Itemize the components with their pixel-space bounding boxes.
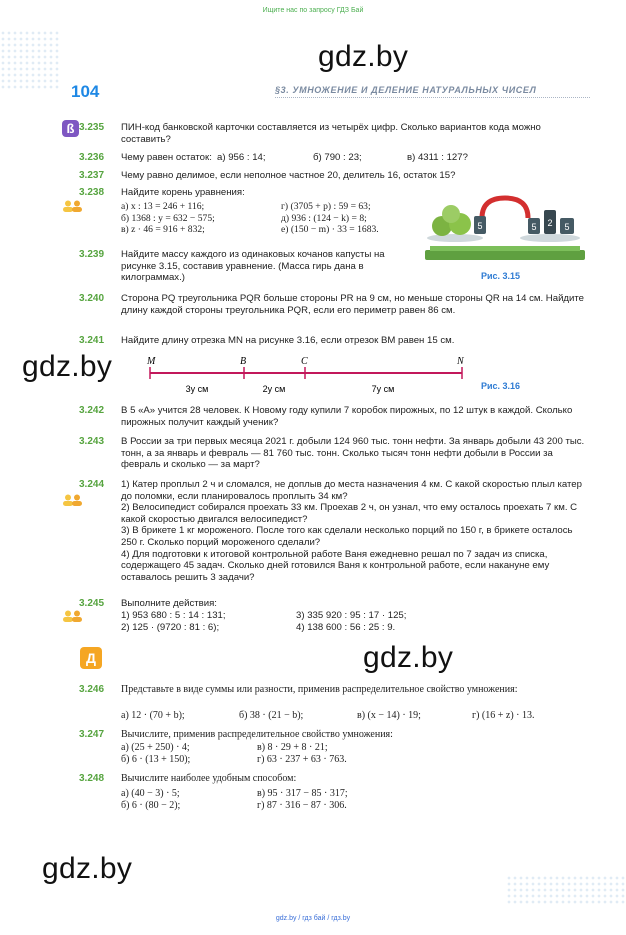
point-label: N <box>457 356 464 367</box>
problem-number: 3.235 <box>79 122 105 133</box>
problem-text: В России за три первых месяца 2021 г. добыли 124 960 тыс. тонн нефти. За январь добыли 43 200 тыс. тонн, а за январь и февраль — 81 760 тыс. тонн. Сколько тысяч тонн нефти добыли в России за февраль и сколько — за март? <box>121 436 585 471</box>
segment-label: 2y см <box>262 384 286 394</box>
problem-number: 3.239 <box>79 249 105 260</box>
equation-item: б) 1368 : y = 632 − 575; <box>121 212 215 224</box>
figure-caption: Рис. 3.15 <box>481 271 521 281</box>
expression-item: 2) 125 · (9720 : 81 : 6); <box>121 621 220 633</box>
expression-item: г) (16 + z) · 13. <box>472 710 535 721</box>
list-item: 3) В брикете 1 кг мороженого. После того как сделали несколько порций по 150 г, в брикете осталось 250 г. Сколько порций мороженого сделали? <box>121 525 573 548</box>
problem-number: 3.244 <box>79 479 105 490</box>
problem-intro: Чему равен остаток: <box>121 152 212 163</box>
problem-text: Чему равно делимое, если неполное частное 20, делитель 16, остаток 15? <box>121 170 456 181</box>
problem-number: 3.236 <box>79 152 105 163</box>
problem-number: 3.242 <box>79 405 105 416</box>
problem-text: ПИН-код банковской карточки составляется из четырёх цифр. Сколько вариантов кода можно составить? <box>121 122 541 145</box>
weight-label: 5 <box>477 221 483 231</box>
problem-text: Найдите длину отрезка MN на рисунке 3.16, если отрезок BM равен 15 см. <box>121 335 455 346</box>
top-note: Ищите нас по запросу ГДЗ Бай <box>262 7 364 14</box>
expression-item: 3) 335 920 : 95 : 17 · 125; <box>296 610 407 621</box>
expression-item: г) 63 · 237 + 63 · 763. <box>257 753 347 765</box>
problem-number: 3.237 <box>79 170 105 181</box>
problem-number: 3.248 <box>79 773 105 784</box>
equation-item: в) z · 46 = 916 + 832; <box>121 224 205 236</box>
answer-item: в) 4311 : 127? <box>407 152 468 163</box>
expression-item: в) (x − 14) · 19; <box>357 710 421 721</box>
weight-label: 5 <box>531 222 537 232</box>
weight-label: 2 <box>547 218 553 228</box>
equation-item: д) 936 : (124 − k) = 8; <box>281 212 367 224</box>
problem-intro: Выполните действия: <box>121 598 217 609</box>
problem-text: В 5 «А» учится 28 человек. К Новому году купили 7 коробок пирожных, по 12 штук в каждой. Сколько пирожных получит каждый ученик? <box>121 405 573 428</box>
problem-number: 3.238 <box>79 187 105 198</box>
watermark: gdz.by <box>42 852 133 885</box>
chapter-title: §3. УМНОЖЕНИЕ И ДЕЛЕНИЕ НАТУРАЛЬНЫХ ЧИСЕЛ <box>275 85 590 98</box>
expression-list <box>121 742 451 765</box>
problem-list <box>121 479 589 583</box>
weight-label: 5 <box>564 222 570 232</box>
expression-item: а) (25 + 250) · 4; <box>121 742 190 753</box>
answer-item: б) 790 : 23; <box>313 152 362 163</box>
problem-number: 3.241 <box>79 335 105 346</box>
watermark: gdz.by <box>363 641 454 674</box>
problem-text <box>121 152 591 164</box>
problem-intro: Найдите корень уравнения: <box>121 187 245 198</box>
watermark: gdz.by <box>22 350 113 383</box>
segment-label: 7y см <box>371 384 395 394</box>
expression-list <box>121 788 451 811</box>
problem-text: Сторона PQ треугольника PQR больше стороны PR на 9 см, но меньше стороны QR на 14 см. Найдите длину каждой стороны треугольника PQR, если его периметр равен 86 см. <box>121 293 585 316</box>
expression-item: в) 95 · 317 − 85 · 317; <box>257 788 348 799</box>
expression-item: а) (40 − 3) · 5; <box>121 788 180 799</box>
pair-work-icon <box>62 494 84 506</box>
pair-work-icon <box>62 610 84 622</box>
pair-work-icon <box>62 200 84 212</box>
decorative-dots <box>506 875 626 905</box>
expression-item: в) 8 · 29 + 8 · 21; <box>257 742 328 753</box>
problem-intro: Вычислите наиболее удобным способом: <box>121 773 297 784</box>
expression-item: 4) 138 600 : 56 : 25 : 9. <box>296 621 396 633</box>
expression-item: б) 38 · (21 − b); <box>239 710 304 721</box>
curly-b-icon: ß <box>62 120 79 137</box>
decorative-dots <box>0 30 60 90</box>
list-item: 1) Катер проплыл 2 ч и сломался, не доплыв до места назначения 4 км. С какой скоростью плыл катер до поломки, если планировалось проплыть 34 км? <box>121 479 582 502</box>
problem-number: 3.246 <box>79 684 105 695</box>
problem-intro: Вычислите, применив распределительное свойство умножения: <box>121 729 393 740</box>
point-label: M <box>147 356 156 367</box>
expression-item: б) 6 · (80 − 2); <box>121 799 181 811</box>
equation-list <box>121 201 421 236</box>
section-d-badge: Д <box>80 647 102 669</box>
equation-item: е) (150 − m) · 33 = 1683. <box>281 224 379 236</box>
expression-list <box>121 610 521 633</box>
expression-item: а) 12 · (70 + b); <box>121 710 185 721</box>
problem-intro: Представьте в виде суммы или разности, применив распределительное свойство умножения: <box>121 684 518 695</box>
expression-item: г) 87 · 316 − 87 · 306. <box>257 799 347 811</box>
point-label: C <box>301 356 308 367</box>
expression-item: 1) 953 680 : 5 : 14 : 131; <box>121 610 226 621</box>
segment-figure <box>140 352 480 398</box>
problem-number: 3.243 <box>79 436 105 447</box>
watermark: gdz.by <box>318 40 409 73</box>
expression-list <box>121 710 591 722</box>
point-label: B <box>240 356 247 367</box>
problem-number: 3.247 <box>79 729 105 740</box>
list-item: 4) Для подготовки к итоговой контрольной работе Ваня ежедневно решал по 7 задач из списка, содержащего 45 задач. Сколько дней готовился Ваня к контрольной работе, если накануне ему оставалось решить 3 задачи? <box>121 548 550 583</box>
scale-figure <box>420 188 590 268</box>
problem-number: 3.240 <box>79 293 105 304</box>
answer-item: а) 956 : 14; <box>217 152 266 163</box>
segment-label: 3y см <box>185 384 209 394</box>
problem-text: Найдите массу каждого из одинаковых кочанов капусты на рисунке 3.15, составив уравнение. (Масса гирь дана в килограммах.) <box>121 249 385 284</box>
problem-number: 3.245 <box>79 598 105 609</box>
equation-item: г) (3705 + p) : 59 = 63; <box>281 201 371 212</box>
expression-item: б) 6 · (13 + 150); <box>121 753 191 765</box>
page-number: 104 <box>71 82 100 101</box>
list-item: 2) Велосипедист собирался проехать 33 км. Проехав 2 ч, он узнал, что ему осталось проехать 7 км. С какой скоростью двигался велосипедист? <box>121 502 578 525</box>
footer-links[interactable]: gdz.by / гдз бай / гдз.by <box>275 915 351 922</box>
equation-item: а) x : 13 = 246 + 116; <box>121 201 205 212</box>
figure-caption: Рис. 3.16 <box>481 381 521 391</box>
